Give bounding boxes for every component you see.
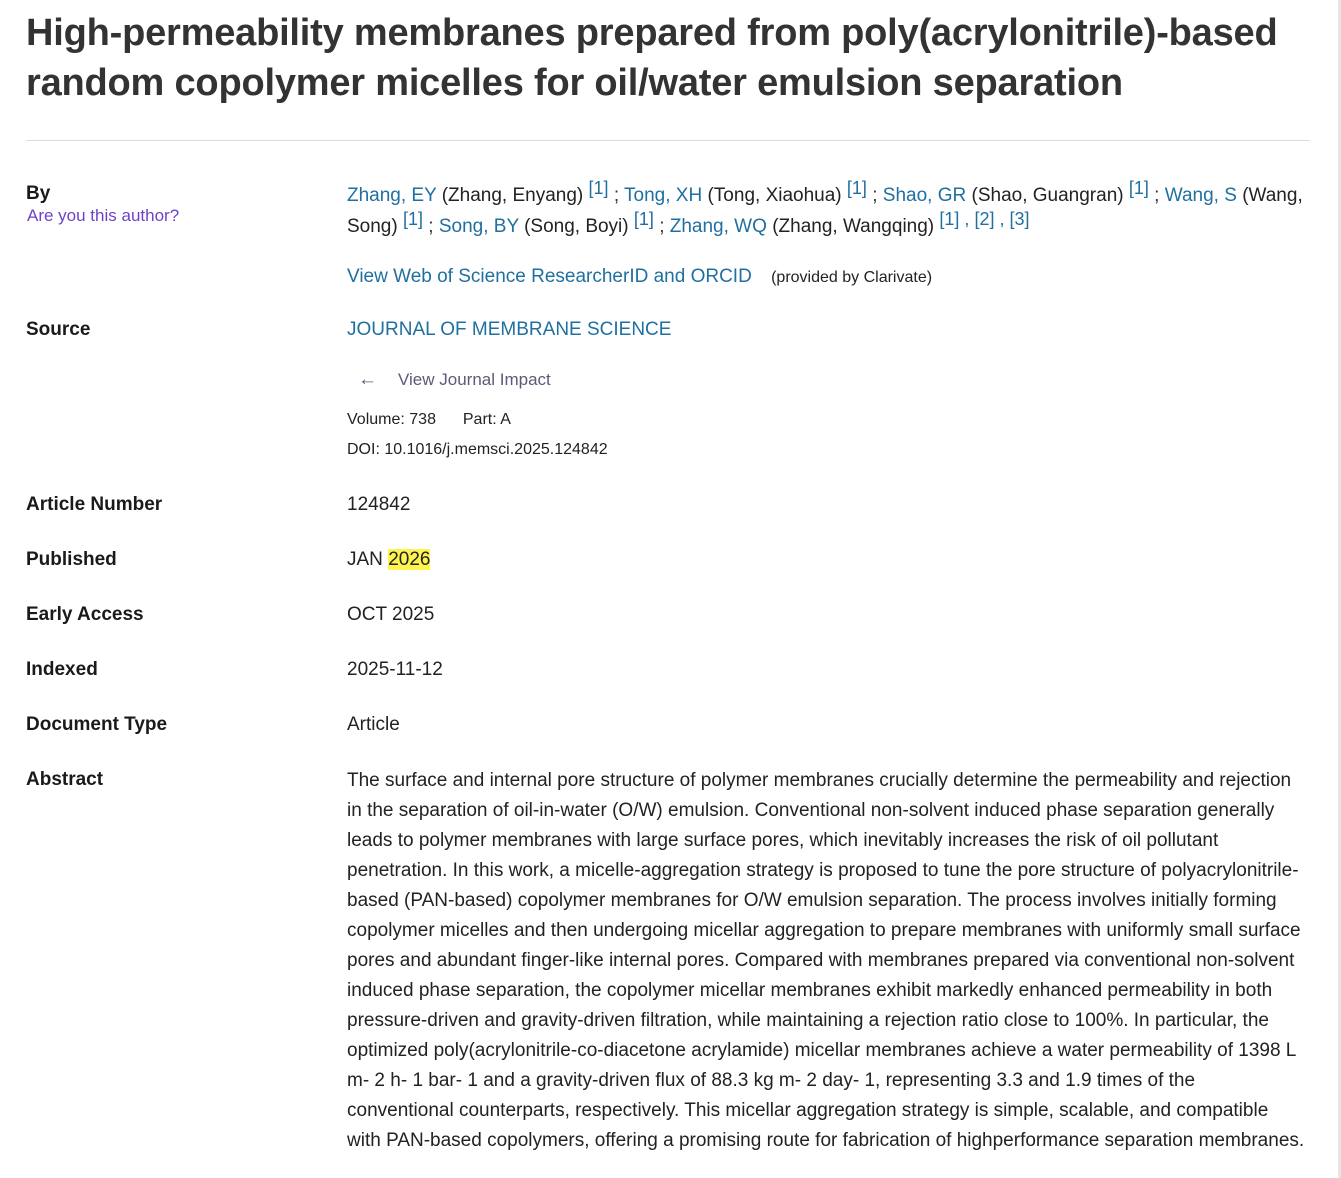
published-month: JAN xyxy=(347,549,383,570)
author-full-name: (Tong, Xiaohua) xyxy=(707,185,842,206)
early-access-value: OCT 2025 xyxy=(347,604,435,625)
arrow-left-icon: ← xyxy=(358,369,377,390)
by-label: By xyxy=(26,183,51,204)
researcher-id-link[interactable]: View Web of Science ResearcherID and ORCID xyxy=(347,266,752,287)
author-link[interactable]: Zhang, WQ xyxy=(669,216,767,237)
part-value: A xyxy=(500,411,511,428)
affiliation-ref[interactable]: [1] xyxy=(939,209,960,229)
author-link[interactable]: Zhang, EY xyxy=(347,185,437,206)
are-you-this-author-link[interactable]: Are you this author? xyxy=(27,206,180,225)
author-link[interactable]: Song, BY xyxy=(438,216,519,237)
volume-label: Volume: xyxy=(347,411,405,428)
author-link[interactable]: Tong, XH xyxy=(624,185,703,206)
part-label: Part: xyxy=(462,411,497,428)
author-link[interactable]: Wang, S xyxy=(1164,185,1237,206)
doi-value: 10.1016/j.memsci.2025.124842 xyxy=(384,441,608,458)
journal-impact-label: View Journal Impact xyxy=(398,370,551,389)
indexed-label: Indexed xyxy=(26,659,98,680)
published-year-highlight: 2026 xyxy=(388,549,431,570)
author-link[interactable]: Shao, GR xyxy=(882,185,967,206)
abstract-text: The surface and internal pore structure of polymer membranes crucially determine the permeability and rejection in the separation of oil-in-water (O/W) emulsion. Conventional non-solvent induced phase separation generally leads to polymer membranes with large surface pores, which inevitably increases the risk of oil pollutant penetration. In this work, a micelle-aggregation strategy is proposed to tune the pore structure of polyacrylonitrile-based (PAN-based) copolymer membranes for O/W emulsion separation. The process involves initially forming copolymer micelles and then undergoing micellar aggregation to prepare membranes with uniformly small surface pores and abundant finger-like internal pores. Compared with membranes prepared via conventional non-solvent induced phase separation, the copolymer micellar membranes exhibit markedly enhanced permeability in both pressure-driven and gravity-driven filtration, while maintaining a rejection ratio close to 100%. In particular, the optimized poly(acrylonitrile-co-diacetone acrylamide) micellar membranes achieve a water permeability of 1398 L m- 2 h- 1 bar- 1 and a gravity-driven flux of 88.3 kg m- 2 day- 1, representing 3.3 and 1.9 times of the conventional counterparts, respectively. This micellar aggregation strategy is simple, scalable, and compatible with PAN-based copolymers, offering a promising route for fabrication of highperformance separation membranes. xyxy=(347,770,1305,1151)
early-access-label: Early Access xyxy=(26,604,144,625)
affiliation-ref[interactable]: [1] xyxy=(402,209,423,229)
affiliation-ref[interactable]: [1] xyxy=(633,209,654,229)
article-number-value: 124842 xyxy=(347,494,411,515)
affiliation-ref[interactable]: [3] xyxy=(1009,209,1030,229)
author-full-name: (Zhang, Enyang) xyxy=(441,185,584,206)
affiliation-ref[interactable]: [1] xyxy=(1128,178,1149,198)
author-full-name: (Wang, Song) xyxy=(347,185,1303,237)
author-full-name: (Shao, Guangran) xyxy=(971,185,1124,206)
source-label: Source xyxy=(26,319,91,340)
document-type-value: Article xyxy=(347,714,400,735)
document-type-label: Document Type xyxy=(26,714,168,735)
title-divider xyxy=(26,140,1310,141)
published-label: Published xyxy=(26,549,117,570)
record-page xyxy=(26,0,1310,1151)
affiliation-ref[interactable]: [2] xyxy=(974,209,995,229)
indexed-value: 2025-11-12 xyxy=(347,659,443,680)
volume-value: 738 xyxy=(409,411,436,428)
page-title: High-permeability membranes prepared from poly(acrylonitrile)-based random copolymer micelles for oil/water emulsion separation xyxy=(26,12,1278,104)
doi-label: DOI: xyxy=(347,441,380,458)
author-full-name: (Zhang, Wangqing) xyxy=(772,216,935,237)
provided-by-text: (provided by Clarivate) xyxy=(771,269,933,286)
article-number-label: Article Number xyxy=(26,494,163,515)
journal-link[interactable]: JOURNAL OF MEMBRANE SCIENCE xyxy=(347,319,672,340)
affiliation-ref[interactable]: [1] xyxy=(846,178,867,198)
affiliation-ref[interactable]: [1] xyxy=(588,178,609,198)
author-list: Zhang, EY (Zhang, Enyang) [1] ; Tong, XH (Tong, Xiaohua) [1] ; Shao, GR (Shao, Guangran) [1] ; Wang, S (Wang, Song) [1] ; Song, BY (Song, Boyi) [1] ; Zhang, WQ (Zhang, Wangqing) [1] , [2] , [3] xyxy=(347,178,1303,237)
abstract-label: Abstract xyxy=(26,769,104,790)
author-full-name: (Song, Boyi) xyxy=(524,216,629,237)
journal-impact-button[interactable] xyxy=(347,369,551,391)
